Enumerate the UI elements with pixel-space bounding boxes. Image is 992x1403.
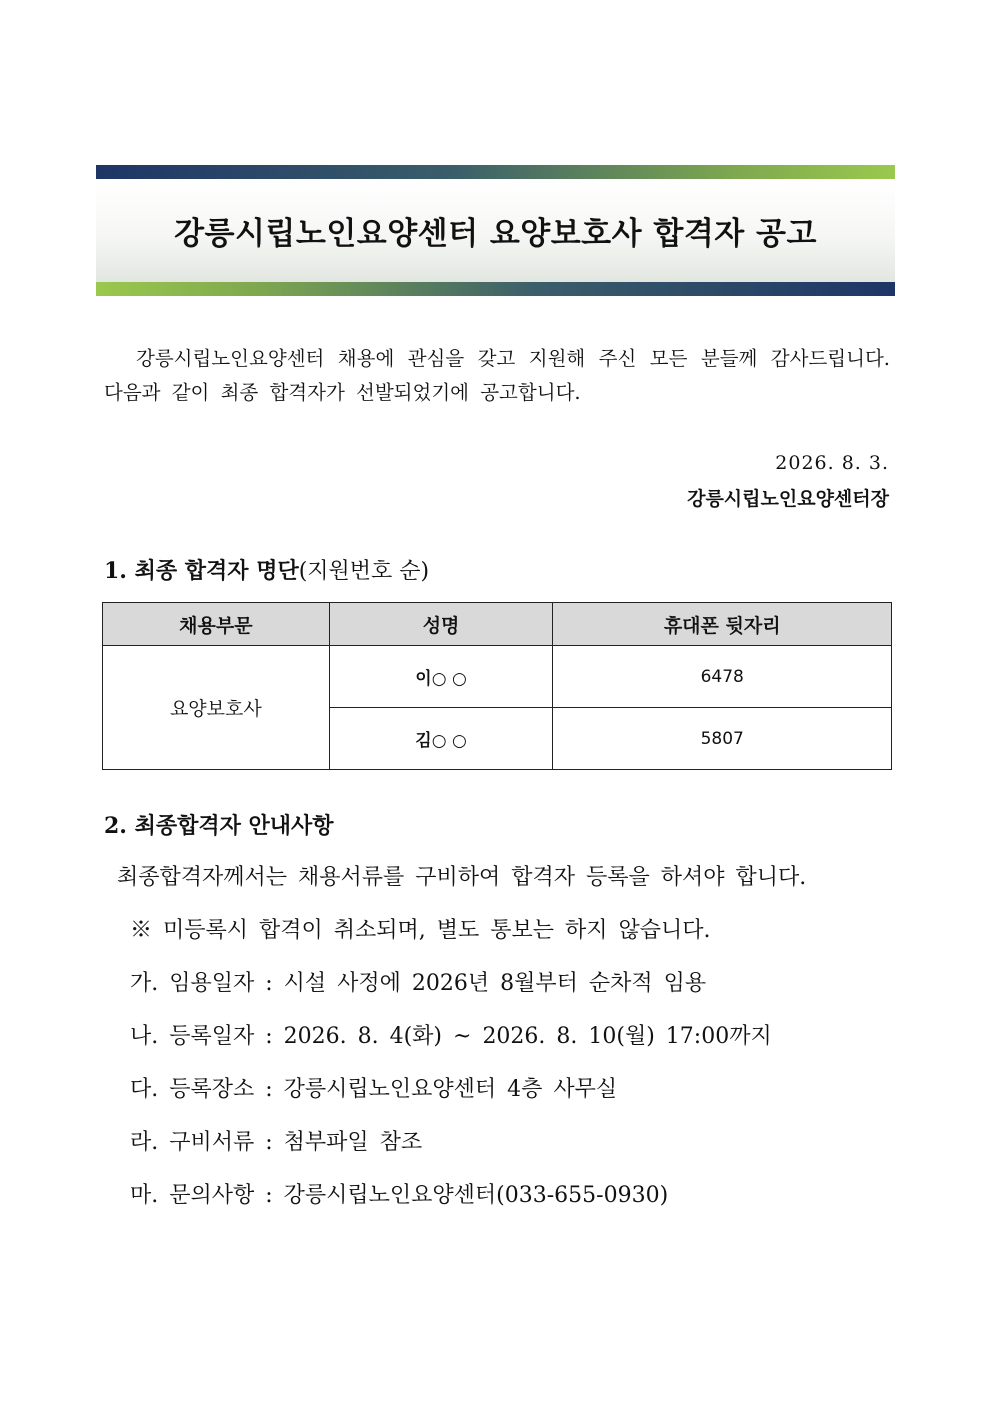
info-item-appointment-date: 가. 임용일자 : 시설 사정에 2026년 8월부터 순차적 임용 (130, 971, 707, 996)
info-item-registration-date: 나. 등록일자 : 2026. 8. 4(화) ~ 2026. 8. 10(월) 17:00까지 (130, 1024, 772, 1049)
candidate-name-cell (329, 646, 553, 708)
header-name: 성명 (329, 603, 553, 646)
table-header-row (103, 603, 892, 646)
section2-heading: 2. 최종합격자 안내사항 (104, 813, 334, 839)
info-item-required-documents: 라. 구비서류 : 첨부파일 참조 (130, 1130, 423, 1155)
candidate-masked-name: ○ ○ (431, 669, 467, 689)
intro-paragraph: 강릉시립노인요양센터 채용에 관심을 갖고 지원해 주신 모든 분들께 감사드립니다. 다음과 같이 최종 합격자가 선발되었기에 공고합니다. (104, 347, 890, 404)
table-row (103, 646, 892, 708)
phone-digits-cell: 6478 (553, 646, 892, 708)
registration-notice: 최종합격자께서는 채용서류를 구비하여 합격자 등록을 하셔야 합니다. (117, 865, 807, 890)
section1-heading (104, 554, 429, 585)
successful-candidates-table (102, 602, 892, 770)
header-department: 채용부문 (103, 603, 330, 646)
info-item-contact: 마. 문의사항 : 강릉시립노인요양센터(033-655-0930) (130, 1183, 669, 1208)
announcement-date: 2026. 8. 3. (775, 452, 889, 474)
banner-bottom-bar (96, 282, 895, 296)
department-cell: 요양보호사 (103, 646, 330, 770)
cancellation-warning: ※ 미등록시 합격이 취소되며, 별도 통보는 하지 않습니다. (130, 918, 711, 943)
candidate-masked-name: ○ ○ (431, 731, 467, 751)
page-title: 강릉시립노인요양센터 요양보호사 합격자 공고 (174, 216, 817, 252)
phone-digits-cell: 5807 (553, 708, 892, 770)
info-item-registration-place: 다. 등록장소 : 강릉시립노인요양센터 4층 사무실 (130, 1077, 618, 1102)
banner-body (96, 179, 895, 282)
issuer-name: 강릉시립노인요양센터장 (687, 488, 889, 510)
banner-top-bar (96, 165, 895, 179)
section1-heading-title: 1. 최종 합격자 명단 (104, 558, 299, 584)
candidate-surname: 이 (415, 669, 432, 689)
candidate-surname: 김 (415, 731, 432, 751)
section1-heading-note: (지원번호 순) (298, 559, 430, 584)
title-banner (96, 165, 895, 296)
header-phone: 휴대폰 뒷자리 (553, 603, 892, 646)
candidate-name-cell (329, 708, 553, 770)
